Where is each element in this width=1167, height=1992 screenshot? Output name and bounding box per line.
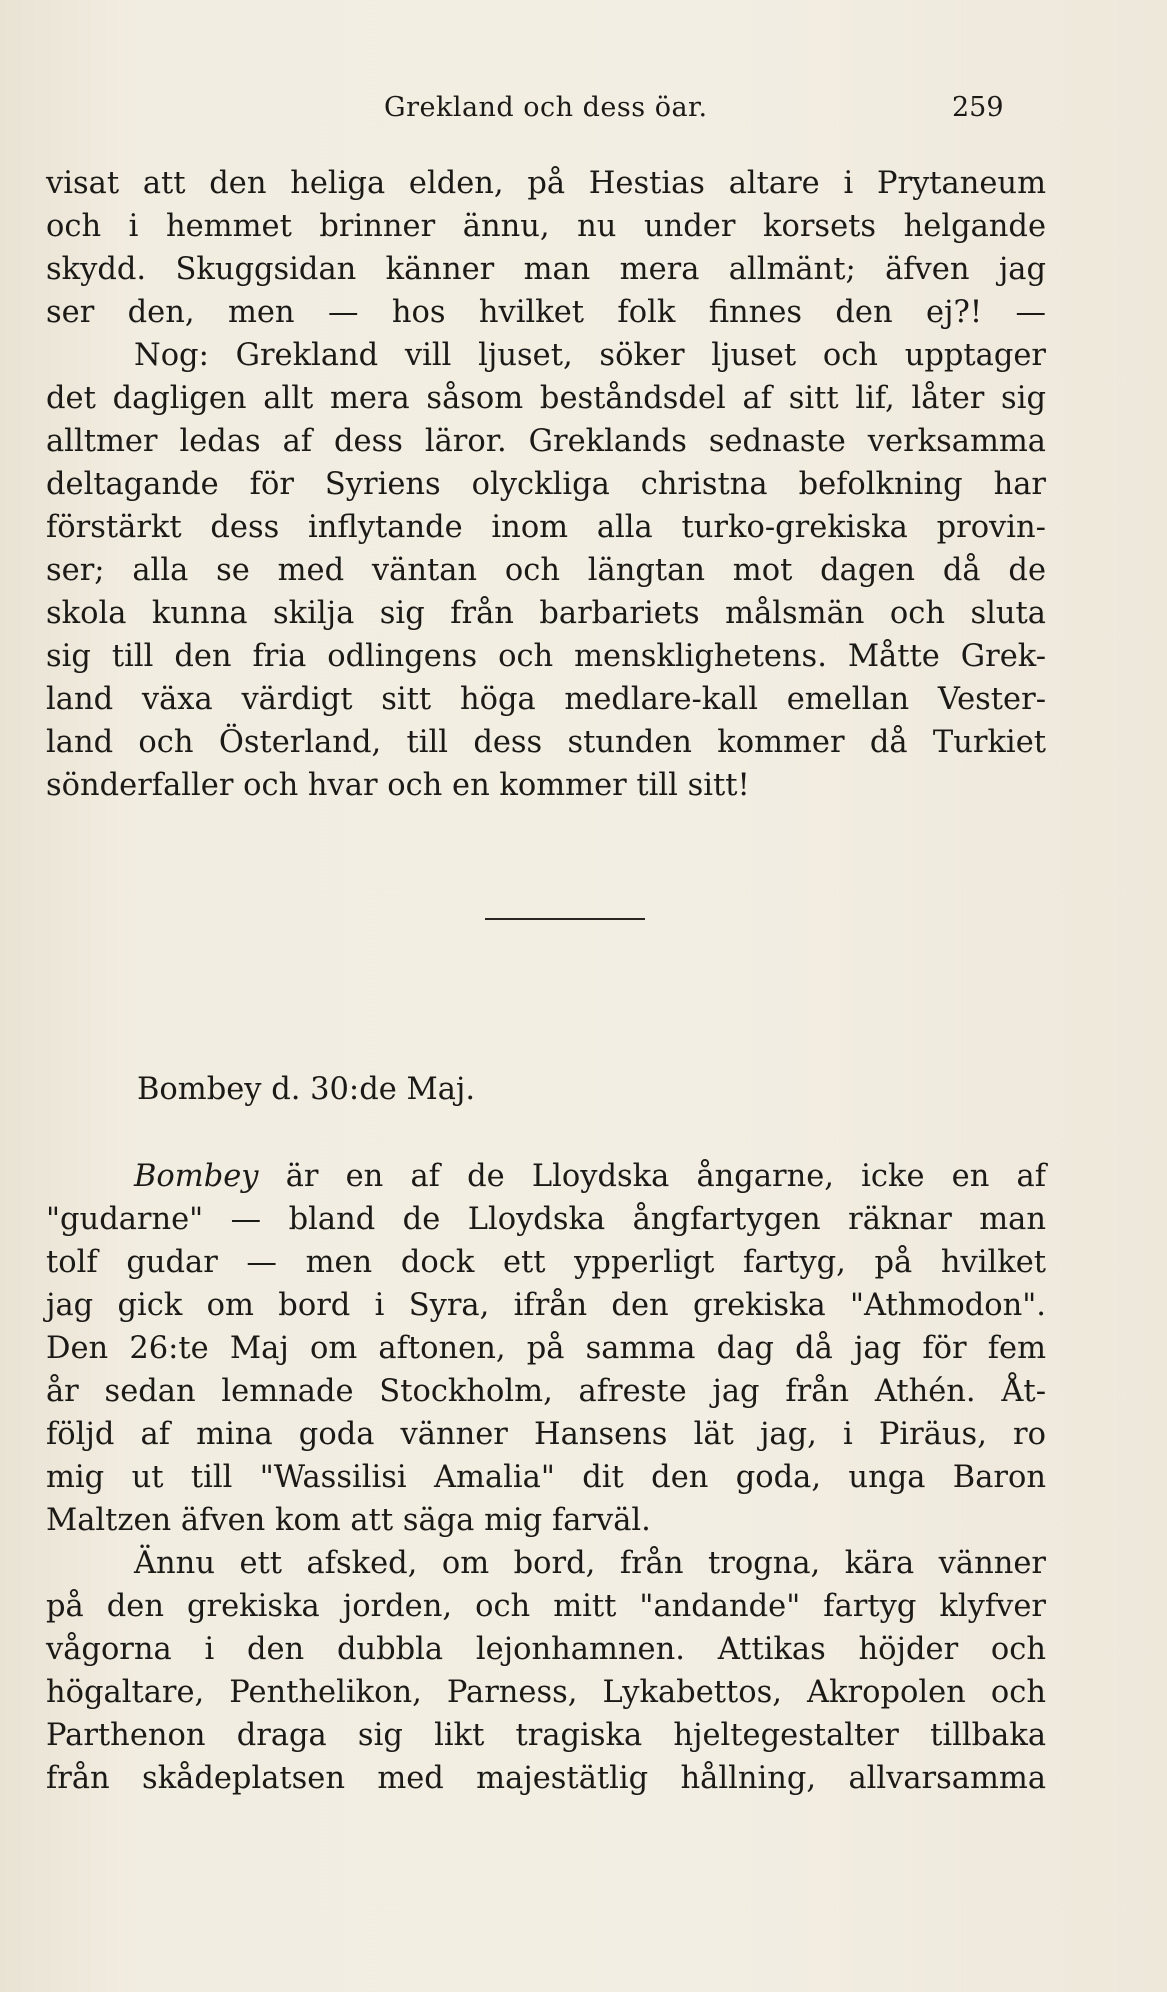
text-line: förstärkt dess inflytande inom alla turko-grekiska provin-: [46, 510, 1046, 545]
text-line: från skådeplatsen med majestätlig hållning, allvarsamma: [46, 1761, 1046, 1796]
text-line: vågorna i den dubbla lejonhamnen. Attikas höjder och: [46, 1632, 1046, 1667]
text-line-rest: är en af de Lloydska ångarne, icke en af: [285, 1159, 1046, 1194]
text-line: följd af mina goda vänner Hansens lät jag, i Piräus, ro: [46, 1417, 1046, 1452]
paragraph-section-2: [46, 1155, 1046, 1800]
section-divider: [485, 918, 645, 920]
text-line: ser den, men — hos hvilket folk finnes den ej?! —: [46, 295, 1046, 330]
text-line: det dagligen allt mera såsom beståndsdel af sitt lif, låter sig: [46, 381, 1046, 416]
text-line: Ännu ett afsked, om bord, från trogna, kära vänner: [134, 1546, 1046, 1581]
page-header: [0, 92, 1167, 132]
text-line: ser; alla se med väntan och längtan mot dagen då de: [46, 553, 1046, 588]
text-line: Maltzen äfven kom att säga mig farväl.: [46, 1503, 651, 1538]
text-line: på den grekiska jorden, och mitt "andande" fartyg klyfver: [46, 1589, 1046, 1624]
running-head: Grekland och dess öar.: [384, 92, 708, 123]
text-line: mig ut till "Wassilisi Amalia" dit den goda, unga Baron: [46, 1460, 1046, 1495]
text-line: jag gick om bord i Syra, ifrån den grekiska "Athmodon".: [46, 1288, 1046, 1323]
page-number: 259: [952, 92, 1004, 123]
text-line: land växa värdigt sitt höga medlare-kall emellan Vester-: [46, 682, 1046, 717]
text-line: [46, 1155, 1046, 1198]
text-line: Nog: Grekland vill ljuset, söker ljuset och upptager: [134, 338, 1046, 373]
text-line: skydd. Skuggsidan känner man mera allmänt; äfven jag: [46, 252, 1046, 287]
text-line: sig till den fria odlingens och mensklighetens. Måtte Grek-: [46, 639, 1046, 674]
text-line: Den 26:te Maj om aftonen, på samma dag då jag för fem: [46, 1331, 1046, 1366]
italic-ship-name: Bombey: [134, 1159, 259, 1194]
text-line: sönderfaller och hvar och en kommer till sitt!: [46, 768, 750, 803]
text-line: deltagande för Syriens olyckliga christna befolkning har: [46, 467, 1046, 502]
text-line: Parthenon draga sig likt tragiska hjeltegestalter tillbaka: [46, 1718, 1046, 1753]
text-line: land och Österland, till dess stunden kommer då Turkiet: [46, 725, 1046, 760]
paragraph-section-1: [46, 162, 1046, 807]
text-line: alltmer ledas af dess läror. Greklands sednaste verksamma: [46, 424, 1046, 459]
text-line: år sedan lemnade Stockholm, afreste jag från Athén. Åt-: [46, 1374, 1046, 1409]
text-line: visat att den heliga elden, på Hestias altare i Prytaneum: [46, 166, 1046, 201]
text-line: högaltare, Penthelikon, Parness, Lykabettos, Akropolen och: [46, 1675, 1046, 1710]
text-line: och i hemmet brinner ännu, nu under korsets helgande: [46, 209, 1046, 244]
dateline: Bombey d. 30:de Maj.: [137, 1072, 476, 1107]
text-line: "gudarne" — bland de Lloydska ångfartygen räknar man: [46, 1202, 1046, 1237]
text-line: tolf gudar — men dock ett ypperligt fartyg, på hvilket: [46, 1245, 1046, 1280]
text-line: skola kunna skilja sig från barbariets målsmän och sluta: [46, 596, 1046, 631]
